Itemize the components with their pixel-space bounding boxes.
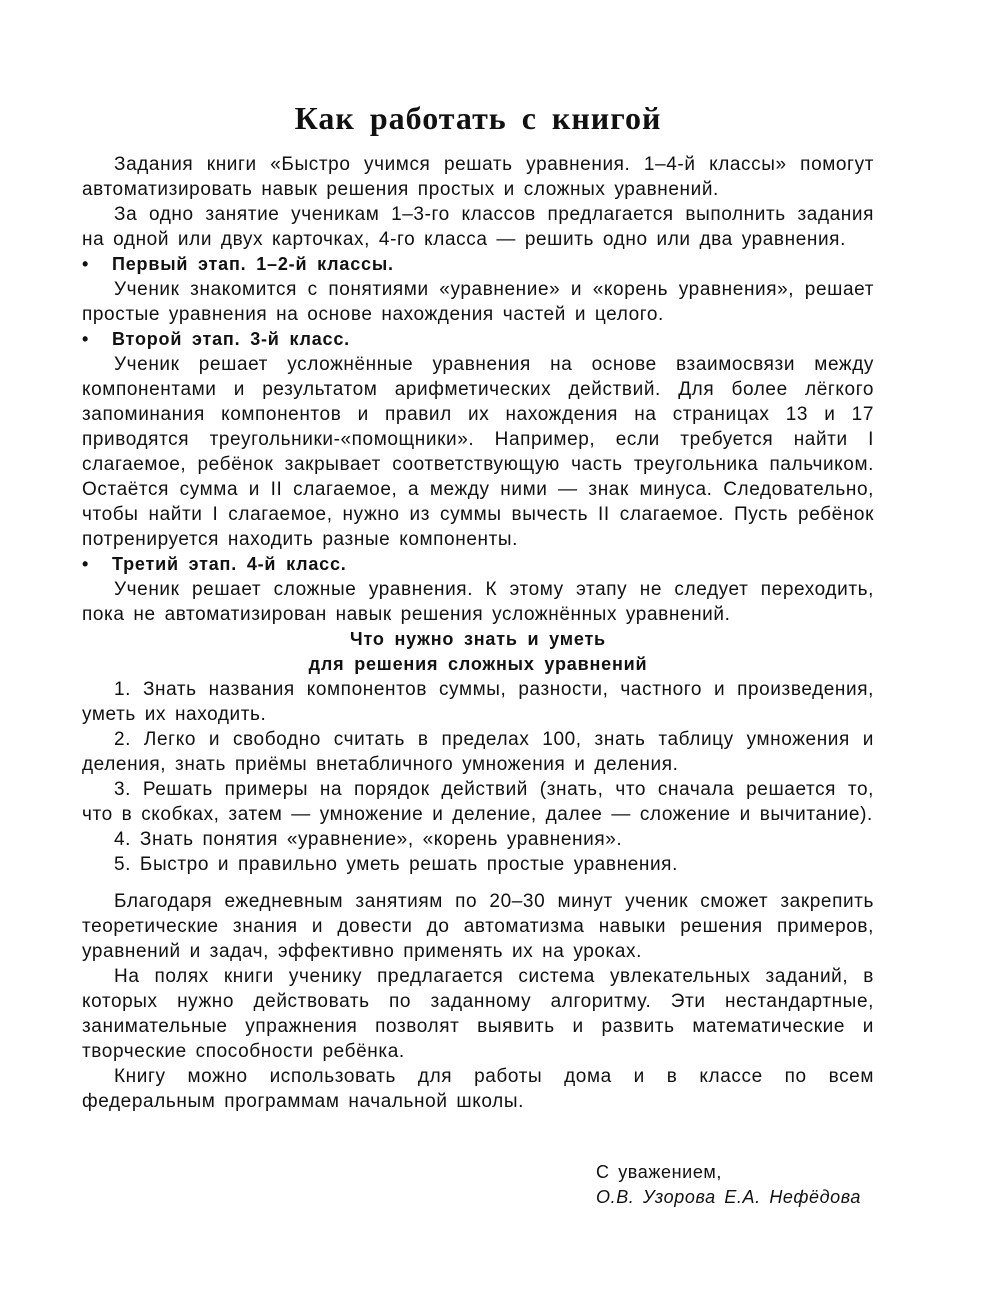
requirement-item: 3. Решать примеры на порядок действий (знать, что сначала решается то, что в скобках, затем — умножение и деление, далее — сложение и вычитание).: [82, 779, 874, 825]
signature-block: [596, 1160, 896, 1210]
stage-heading-label: Третий этап. 4-й класс.: [112, 554, 347, 574]
closing-paragraph: Благодаря ежедневным занятиям по 20–30 минут ученик сможет закрепить теоретические знания и довести до автоматизма навыки решения примеров, уравнений и задач, эффективно применять их на уроках.: [82, 891, 874, 962]
stage-heading: [82, 552, 874, 577]
bullet-icon: •: [82, 329, 90, 349]
intro-paragraph: За одно занятие ученикам 1–3-го классов предлагается выполнить задания на одной или двух карточках, 4-го класса — решить одно или два уравнения.: [82, 204, 874, 250]
stage-heading-label: Второй этап. 3-й класс.: [112, 329, 350, 349]
stage-heading: [82, 252, 874, 277]
requirements-heading-line: для решения сложных уравнений: [308, 654, 648, 674]
requirement-item: 1. Знать названия компонентов суммы, разности, частного и произведения, уметь их находить.: [82, 679, 874, 725]
closing-paragraph: На полях книги ученику предлагается система увлекательных заданий, в которых нужно действовать по заданному алгоритму. Эти нестандартные, занимательные упражнения позволят выявить и развить математические и творческие способности ребёнка.: [82, 966, 874, 1062]
bullet-icon: •: [82, 554, 90, 574]
signature-authors: О.В. Узорова Е.А. Нефёдова: [596, 1187, 861, 1207]
stage-text: Ученик решает сложные уравнения. К этому этапу не следует переходить, пока не автоматизирован навык решения усложнённых уравнений.: [82, 579, 874, 625]
stage-heading-label: Первый этап. 1–2-й классы.: [112, 254, 394, 274]
stage-text: Ученик решает усложнённые уравнения на основе взаимосвязи между компонентами и результатом арифметических действий. Для более лёгкого запоминания компонентов и правил их нахождения на страницах 13 и 17 приводятся треугольники-«помощники». Например, если требуется найти I слагаемое, ребёнок закрывает соответствующую часть треугольника пальчиком. Остаётся сумма и II слагаемое, а между ними — знак минуса. Следовательно, чтобы найти I слагаемое, нужно из суммы вычесть II слагаемое. Пусть ребёнок потренируется находить разные компоненты.: [82, 354, 874, 550]
requirement-item: 5. Быстро и правильно уметь решать простые уравнения.: [114, 854, 678, 875]
signature-greeting: С уважением,: [596, 1162, 723, 1182]
stage-text: Ученик знакомится с понятиями «уравнение» и «корень уравнения», решает простые уравнения на основе нахождения частей и целого.: [82, 279, 874, 325]
requirement-item: 2. Легко и свободно считать в пределах 100, знать таблицу умножения и деления, знать приёмы внетабличного умножения и деления.: [82, 729, 874, 775]
requirement-item: 4. Знать понятия «уравнение», «корень уравнения».: [114, 829, 623, 850]
page-title: Как работать с книгой: [294, 100, 662, 136]
bullet-icon: •: [82, 254, 90, 274]
page-content: [82, 96, 874, 1114]
closing-paragraph: Книгу можно использовать для работы дома и в классе по всем федеральным программам начальной школы.: [82, 1066, 874, 1112]
intro-paragraph: Задания книги «Быстро учимся решать уравнения. 1–4-й классы» помогут автоматизировать навык решения простых и сложных уравнений.: [82, 154, 874, 200]
requirements-heading: [82, 627, 874, 677]
stage-heading: [82, 327, 874, 352]
requirements-heading-line: Что нужно знать и уметь: [350, 629, 606, 649]
section-spacer: [82, 877, 874, 889]
